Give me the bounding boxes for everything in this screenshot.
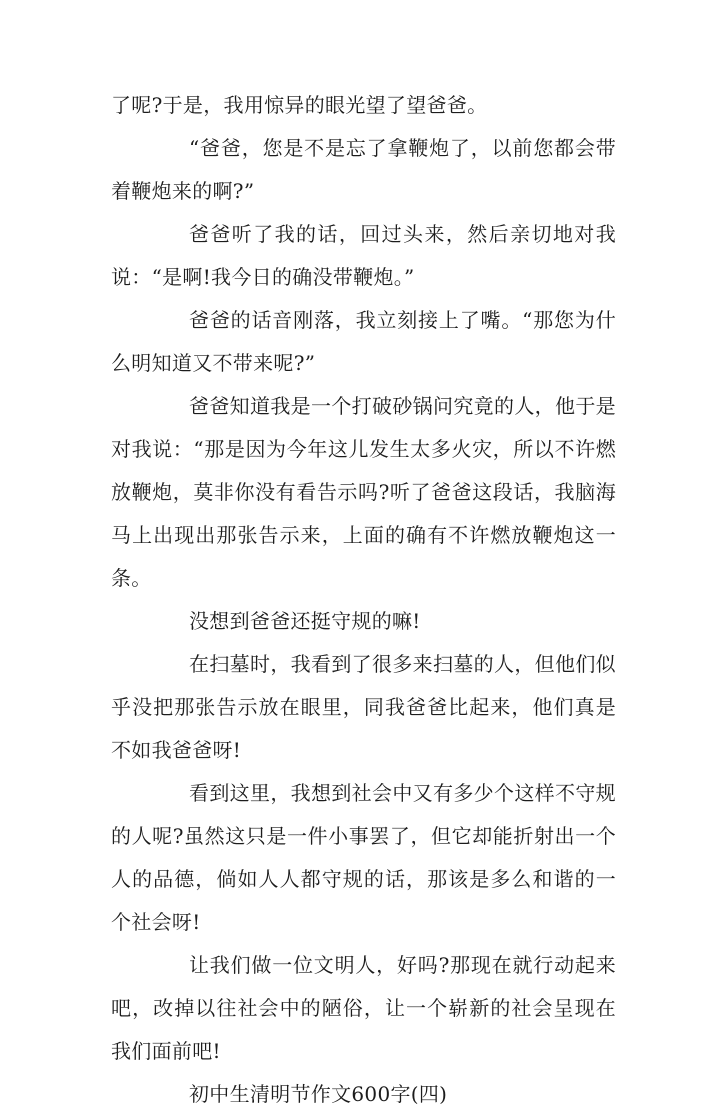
paragraph: 让我们做一位文明人，好吗?那现在就行动起来吧，改掉以往社会中的陋俗，让一个崭新的社会呈现在我们面前吧! [111, 953, 616, 1063]
paragraph: 爸爸听了我的话，回过头来，然后亲切地对我说：“是啊!我今日的确没带鞭炮。” [111, 222, 616, 289]
paragraph: 爸爸的话音刚落，我立刻接上了嘴。“那您为什么明知道又不带来呢?” [111, 308, 616, 375]
essay-body [111, 84, 616, 1116]
paragraph: 看到这里，我想到社会中又有多少个这样不守规的人呢?虽然这只是一件小事罢了，但它却能折射出一个人的品德，倘如人人都守规的话，那该是多么和谐的一个社会呀! [111, 781, 616, 934]
section-heading: 初中生清明节作文600字(四) [189, 1082, 448, 1106]
paragraph: 在扫墓时，我看到了很多来扫墓的人，但他们似乎没把那张告示放在眼里，同我爸爸比起来，他们真是不如我爸爸呀! [111, 652, 616, 762]
paragraph: 没想到爸爸还挺守规的嘛! [189, 609, 421, 633]
paragraph: 爸爸知道我是一个打破砂锅问究竟的人，他于是对我说：“那是因为今年这儿发生太多火灾，所以不许燃放鞭炮，莫非你没有看告示吗?听了爸爸这段话，我脑海马上出现出那张告示来，上面的确有不许燃放鞭炮这一条。 [111, 394, 616, 590]
paragraph-continuation: 了呢?于是，我用惊异的眼光望了望爸爸。 [111, 93, 488, 117]
paragraph: “爸爸，您是不是忘了拿鞭炮了，以前您都会带着鞭炮来的啊?” [111, 136, 616, 203]
